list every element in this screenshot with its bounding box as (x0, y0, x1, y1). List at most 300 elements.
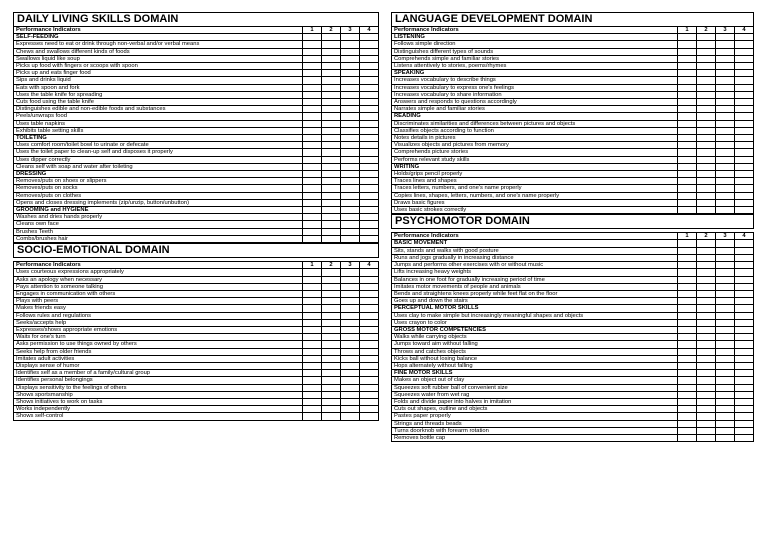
rating-cell[interactable] (321, 113, 340, 120)
rating-cell[interactable] (716, 312, 735, 319)
rating-cell[interactable] (302, 84, 321, 91)
rating-cell[interactable] (359, 185, 378, 192)
rating-cell[interactable] (321, 312, 340, 319)
rating-cell[interactable] (359, 276, 378, 283)
rating-cell[interactable] (678, 240, 697, 247)
rating-cell[interactable] (678, 326, 697, 333)
rating-cell[interactable] (678, 434, 697, 441)
rating-cell[interactable] (735, 283, 754, 290)
rating-cell[interactable] (340, 77, 359, 84)
rating-cell[interactable] (302, 276, 321, 283)
rating-cell[interactable] (359, 163, 378, 170)
rating-cell[interactable] (735, 247, 754, 254)
rating-cell[interactable] (359, 377, 378, 384)
rating-cell[interactable] (715, 91, 734, 98)
rating-cell[interactable] (359, 77, 378, 84)
rating-cell[interactable] (696, 171, 715, 178)
rating-cell[interactable] (697, 355, 716, 362)
rating-cell[interactable] (735, 341, 754, 348)
rating-cell[interactable] (734, 106, 753, 113)
rating-cell[interactable] (735, 355, 754, 362)
rating-cell[interactable] (677, 207, 696, 214)
rating-cell[interactable] (734, 171, 753, 178)
rating-cell[interactable] (340, 362, 359, 369)
rating-cell[interactable] (677, 185, 696, 192)
rating-cell[interactable] (734, 55, 753, 62)
rating-cell[interactable] (734, 84, 753, 91)
rating-cell[interactable] (302, 355, 321, 362)
rating-cell[interactable] (340, 214, 359, 221)
rating-cell[interactable] (359, 171, 378, 178)
rating-cell[interactable] (302, 120, 321, 127)
rating-cell[interactable] (340, 120, 359, 127)
rating-cell[interactable] (677, 199, 696, 206)
rating-cell[interactable] (715, 84, 734, 91)
rating-cell[interactable] (678, 398, 697, 405)
rating-cell[interactable] (716, 420, 735, 427)
rating-cell[interactable] (734, 142, 753, 149)
rating-cell[interactable] (715, 48, 734, 55)
rating-cell[interactable] (340, 185, 359, 192)
rating-cell[interactable] (321, 235, 340, 242)
rating-cell[interactable] (340, 199, 359, 206)
rating-cell[interactable] (321, 413, 340, 420)
rating-cell[interactable] (302, 192, 321, 199)
rating-cell[interactable] (697, 247, 716, 254)
rating-cell[interactable] (340, 341, 359, 348)
rating-cell[interactable] (735, 434, 754, 441)
rating-cell[interactable] (697, 413, 716, 420)
rating-cell[interactable] (735, 305, 754, 312)
rating-cell[interactable] (340, 127, 359, 134)
rating-cell[interactable] (697, 290, 716, 297)
rating-cell[interactable] (734, 113, 753, 120)
rating-cell[interactable] (359, 384, 378, 391)
rating-cell[interactable] (677, 127, 696, 134)
rating-cell[interactable] (734, 34, 753, 41)
rating-cell[interactable] (678, 427, 697, 434)
rating-cell[interactable] (677, 34, 696, 41)
rating-cell[interactable] (716, 254, 735, 261)
rating-cell[interactable] (696, 77, 715, 84)
rating-cell[interactable] (340, 406, 359, 413)
rating-cell[interactable] (302, 135, 321, 142)
rating-cell[interactable] (697, 341, 716, 348)
rating-cell[interactable] (321, 370, 340, 377)
rating-cell[interactable] (321, 305, 340, 312)
rating-cell[interactable] (735, 413, 754, 420)
rating-cell[interactable] (321, 192, 340, 199)
rating-cell[interactable] (735, 298, 754, 305)
rating-cell[interactable] (678, 406, 697, 413)
rating-cell[interactable] (340, 106, 359, 113)
rating-cell[interactable] (321, 326, 340, 333)
rating-cell[interactable] (321, 63, 340, 70)
rating-cell[interactable] (696, 178, 715, 185)
rating-cell[interactable] (678, 377, 697, 384)
rating-cell[interactable] (302, 48, 321, 55)
rating-cell[interactable] (302, 398, 321, 405)
rating-cell[interactable] (677, 106, 696, 113)
rating-cell[interactable] (359, 106, 378, 113)
rating-cell[interactable] (359, 406, 378, 413)
rating-cell[interactable] (697, 240, 716, 247)
rating-cell[interactable] (302, 235, 321, 242)
rating-cell[interactable] (340, 334, 359, 341)
rating-cell[interactable] (359, 391, 378, 398)
rating-cell[interactable] (359, 334, 378, 341)
rating-cell[interactable] (734, 135, 753, 142)
rating-cell[interactable] (696, 142, 715, 149)
rating-cell[interactable] (697, 434, 716, 441)
rating-cell[interactable] (302, 156, 321, 163)
rating-cell[interactable] (678, 262, 697, 269)
rating-cell[interactable] (716, 298, 735, 305)
rating-cell[interactable] (340, 221, 359, 228)
rating-cell[interactable] (302, 305, 321, 312)
rating-cell[interactable] (302, 391, 321, 398)
rating-cell[interactable] (302, 283, 321, 290)
rating-cell[interactable] (321, 406, 340, 413)
rating-cell[interactable] (340, 326, 359, 333)
rating-cell[interactable] (359, 178, 378, 185)
rating-cell[interactable] (302, 312, 321, 319)
rating-cell[interactable] (715, 55, 734, 62)
rating-cell[interactable] (340, 41, 359, 48)
rating-cell[interactable] (321, 355, 340, 362)
rating-cell[interactable] (677, 142, 696, 149)
rating-cell[interactable] (716, 370, 735, 377)
rating-cell[interactable] (696, 91, 715, 98)
rating-cell[interactable] (359, 63, 378, 70)
rating-cell[interactable] (321, 319, 340, 326)
rating-cell[interactable] (321, 41, 340, 48)
rating-cell[interactable] (302, 377, 321, 384)
rating-cell[interactable] (359, 34, 378, 41)
rating-cell[interactable] (735, 240, 754, 247)
rating-cell[interactable] (697, 427, 716, 434)
rating-cell[interactable] (302, 142, 321, 149)
rating-cell[interactable] (734, 99, 753, 106)
rating-cell[interactable] (734, 48, 753, 55)
rating-cell[interactable] (735, 362, 754, 369)
rating-cell[interactable] (321, 171, 340, 178)
rating-cell[interactable] (359, 127, 378, 134)
rating-cell[interactable] (321, 106, 340, 113)
rating-cell[interactable] (302, 341, 321, 348)
rating-cell[interactable] (340, 348, 359, 355)
rating-cell[interactable] (696, 120, 715, 127)
rating-cell[interactable] (302, 370, 321, 377)
rating-cell[interactable] (302, 326, 321, 333)
rating-cell[interactable] (735, 319, 754, 326)
rating-cell[interactable] (302, 99, 321, 106)
rating-cell[interactable] (677, 156, 696, 163)
rating-cell[interactable] (340, 156, 359, 163)
rating-cell[interactable] (696, 70, 715, 77)
rating-cell[interactable] (302, 290, 321, 297)
rating-cell[interactable] (734, 120, 753, 127)
rating-cell[interactable] (302, 319, 321, 326)
rating-cell[interactable] (359, 48, 378, 55)
rating-cell[interactable] (359, 326, 378, 333)
rating-cell[interactable] (715, 149, 734, 156)
rating-cell[interactable] (302, 413, 321, 420)
rating-cell[interactable] (302, 178, 321, 185)
rating-cell[interactable] (734, 199, 753, 206)
rating-cell[interactable] (696, 127, 715, 134)
rating-cell[interactable] (678, 391, 697, 398)
rating-cell[interactable] (697, 269, 716, 276)
rating-cell[interactable] (715, 99, 734, 106)
rating-cell[interactable] (735, 377, 754, 384)
rating-cell[interactable] (716, 276, 735, 283)
rating-cell[interactable] (359, 362, 378, 369)
rating-cell[interactable] (697, 420, 716, 427)
rating-cell[interactable] (340, 269, 359, 276)
rating-cell[interactable] (716, 290, 735, 297)
rating-cell[interactable] (359, 41, 378, 48)
rating-cell[interactable] (359, 312, 378, 319)
rating-cell[interactable] (677, 41, 696, 48)
rating-cell[interactable] (716, 434, 735, 441)
rating-cell[interactable] (340, 391, 359, 398)
rating-cell[interactable] (677, 70, 696, 77)
rating-cell[interactable] (697, 406, 716, 413)
rating-cell[interactable] (321, 290, 340, 297)
rating-cell[interactable] (677, 178, 696, 185)
rating-cell[interactable] (735, 276, 754, 283)
rating-cell[interactable] (302, 77, 321, 84)
rating-cell[interactable] (678, 247, 697, 254)
rating-cell[interactable] (735, 312, 754, 319)
rating-cell[interactable] (716, 398, 735, 405)
rating-cell[interactable] (321, 283, 340, 290)
rating-cell[interactable] (302, 55, 321, 62)
rating-cell[interactable] (696, 106, 715, 113)
rating-cell[interactable] (734, 63, 753, 70)
rating-cell[interactable] (340, 228, 359, 235)
rating-cell[interactable] (716, 406, 735, 413)
rating-cell[interactable] (340, 84, 359, 91)
rating-cell[interactable] (302, 384, 321, 391)
rating-cell[interactable] (735, 326, 754, 333)
rating-cell[interactable] (696, 55, 715, 62)
rating-cell[interactable] (340, 312, 359, 319)
rating-cell[interactable] (359, 298, 378, 305)
rating-cell[interactable] (735, 391, 754, 398)
rating-cell[interactable] (716, 355, 735, 362)
rating-cell[interactable] (697, 370, 716, 377)
rating-cell[interactable] (716, 362, 735, 369)
rating-cell[interactable] (321, 391, 340, 398)
rating-cell[interactable] (678, 341, 697, 348)
rating-cell[interactable] (678, 420, 697, 427)
rating-cell[interactable] (697, 384, 716, 391)
rating-cell[interactable] (734, 41, 753, 48)
rating-cell[interactable] (321, 276, 340, 283)
rating-cell[interactable] (340, 319, 359, 326)
rating-cell[interactable] (359, 290, 378, 297)
rating-cell[interactable] (359, 214, 378, 221)
rating-cell[interactable] (696, 41, 715, 48)
rating-cell[interactable] (716, 326, 735, 333)
rating-cell[interactable] (359, 269, 378, 276)
rating-cell[interactable] (678, 290, 697, 297)
rating-cell[interactable] (678, 334, 697, 341)
rating-cell[interactable] (716, 334, 735, 341)
rating-cell[interactable] (321, 269, 340, 276)
rating-cell[interactable] (715, 163, 734, 170)
rating-cell[interactable] (321, 214, 340, 221)
rating-cell[interactable] (697, 334, 716, 341)
rating-cell[interactable] (735, 269, 754, 276)
rating-cell[interactable] (321, 377, 340, 384)
rating-cell[interactable] (359, 142, 378, 149)
rating-cell[interactable] (340, 305, 359, 312)
rating-cell[interactable] (340, 377, 359, 384)
rating-cell[interactable] (678, 312, 697, 319)
rating-cell[interactable] (715, 41, 734, 48)
rating-cell[interactable] (735, 334, 754, 341)
rating-cell[interactable] (715, 192, 734, 199)
rating-cell[interactable] (696, 207, 715, 214)
rating-cell[interactable] (696, 135, 715, 142)
rating-cell[interactable] (735, 398, 754, 405)
rating-cell[interactable] (359, 319, 378, 326)
rating-cell[interactable] (359, 156, 378, 163)
rating-cell[interactable] (697, 305, 716, 312)
rating-cell[interactable] (321, 84, 340, 91)
rating-cell[interactable] (340, 171, 359, 178)
rating-cell[interactable] (302, 221, 321, 228)
rating-cell[interactable] (678, 319, 697, 326)
rating-cell[interactable] (697, 312, 716, 319)
rating-cell[interactable] (678, 355, 697, 362)
rating-cell[interactable] (302, 334, 321, 341)
rating-cell[interactable] (359, 207, 378, 214)
rating-cell[interactable] (734, 77, 753, 84)
rating-cell[interactable] (302, 70, 321, 77)
rating-cell[interactable] (734, 163, 753, 170)
rating-cell[interactable] (716, 391, 735, 398)
rating-cell[interactable] (715, 127, 734, 134)
rating-cell[interactable] (735, 290, 754, 297)
rating-cell[interactable] (697, 348, 716, 355)
rating-cell[interactable] (359, 149, 378, 156)
rating-cell[interactable] (302, 207, 321, 214)
rating-cell[interactable] (735, 384, 754, 391)
rating-cell[interactable] (716, 283, 735, 290)
rating-cell[interactable] (678, 370, 697, 377)
rating-cell[interactable] (340, 34, 359, 41)
rating-cell[interactable] (359, 135, 378, 142)
rating-cell[interactable] (340, 113, 359, 120)
rating-cell[interactable] (359, 221, 378, 228)
rating-cell[interactable] (735, 254, 754, 261)
rating-cell[interactable] (321, 384, 340, 391)
rating-cell[interactable] (697, 283, 716, 290)
rating-cell[interactable] (321, 142, 340, 149)
rating-cell[interactable] (359, 192, 378, 199)
rating-cell[interactable] (321, 135, 340, 142)
rating-cell[interactable] (734, 185, 753, 192)
rating-cell[interactable] (716, 413, 735, 420)
rating-cell[interactable] (359, 398, 378, 405)
rating-cell[interactable] (359, 413, 378, 420)
rating-cell[interactable] (321, 156, 340, 163)
rating-cell[interactable] (734, 91, 753, 98)
rating-cell[interactable] (735, 348, 754, 355)
rating-cell[interactable] (321, 48, 340, 55)
rating-cell[interactable] (677, 120, 696, 127)
rating-cell[interactable] (696, 48, 715, 55)
rating-cell[interactable] (697, 326, 716, 333)
rating-cell[interactable] (715, 207, 734, 214)
rating-cell[interactable] (678, 276, 697, 283)
rating-cell[interactable] (340, 55, 359, 62)
rating-cell[interactable] (340, 235, 359, 242)
rating-cell[interactable] (696, 156, 715, 163)
rating-cell[interactable] (359, 341, 378, 348)
rating-cell[interactable] (302, 127, 321, 134)
rating-cell[interactable] (321, 99, 340, 106)
rating-cell[interactable] (302, 41, 321, 48)
rating-cell[interactable] (302, 113, 321, 120)
rating-cell[interactable] (302, 34, 321, 41)
rating-cell[interactable] (302, 406, 321, 413)
rating-cell[interactable] (321, 34, 340, 41)
rating-cell[interactable] (715, 171, 734, 178)
rating-cell[interactable] (321, 228, 340, 235)
rating-cell[interactable] (735, 262, 754, 269)
rating-cell[interactable] (734, 207, 753, 214)
rating-cell[interactable] (677, 48, 696, 55)
rating-cell[interactable] (302, 269, 321, 276)
rating-cell[interactable] (715, 70, 734, 77)
rating-cell[interactable] (734, 70, 753, 77)
rating-cell[interactable] (340, 163, 359, 170)
rating-cell[interactable] (321, 91, 340, 98)
rating-cell[interactable] (678, 298, 697, 305)
rating-cell[interactable] (340, 192, 359, 199)
rating-cell[interactable] (359, 91, 378, 98)
rating-cell[interactable] (340, 298, 359, 305)
rating-cell[interactable] (735, 370, 754, 377)
rating-cell[interactable] (715, 135, 734, 142)
rating-cell[interactable] (677, 171, 696, 178)
rating-cell[interactable] (340, 91, 359, 98)
rating-cell[interactable] (716, 384, 735, 391)
rating-cell[interactable] (359, 84, 378, 91)
rating-cell[interactable] (302, 106, 321, 113)
rating-cell[interactable] (321, 207, 340, 214)
rating-cell[interactable] (359, 355, 378, 362)
rating-cell[interactable] (321, 70, 340, 77)
rating-cell[interactable] (302, 171, 321, 178)
rating-cell[interactable] (734, 192, 753, 199)
rating-cell[interactable] (321, 362, 340, 369)
rating-cell[interactable] (697, 391, 716, 398)
rating-cell[interactable] (359, 99, 378, 106)
rating-cell[interactable] (321, 221, 340, 228)
rating-cell[interactable] (340, 99, 359, 106)
rating-cell[interactable] (715, 120, 734, 127)
rating-cell[interactable] (340, 142, 359, 149)
rating-cell[interactable] (716, 427, 735, 434)
rating-cell[interactable] (359, 305, 378, 312)
rating-cell[interactable] (359, 370, 378, 377)
